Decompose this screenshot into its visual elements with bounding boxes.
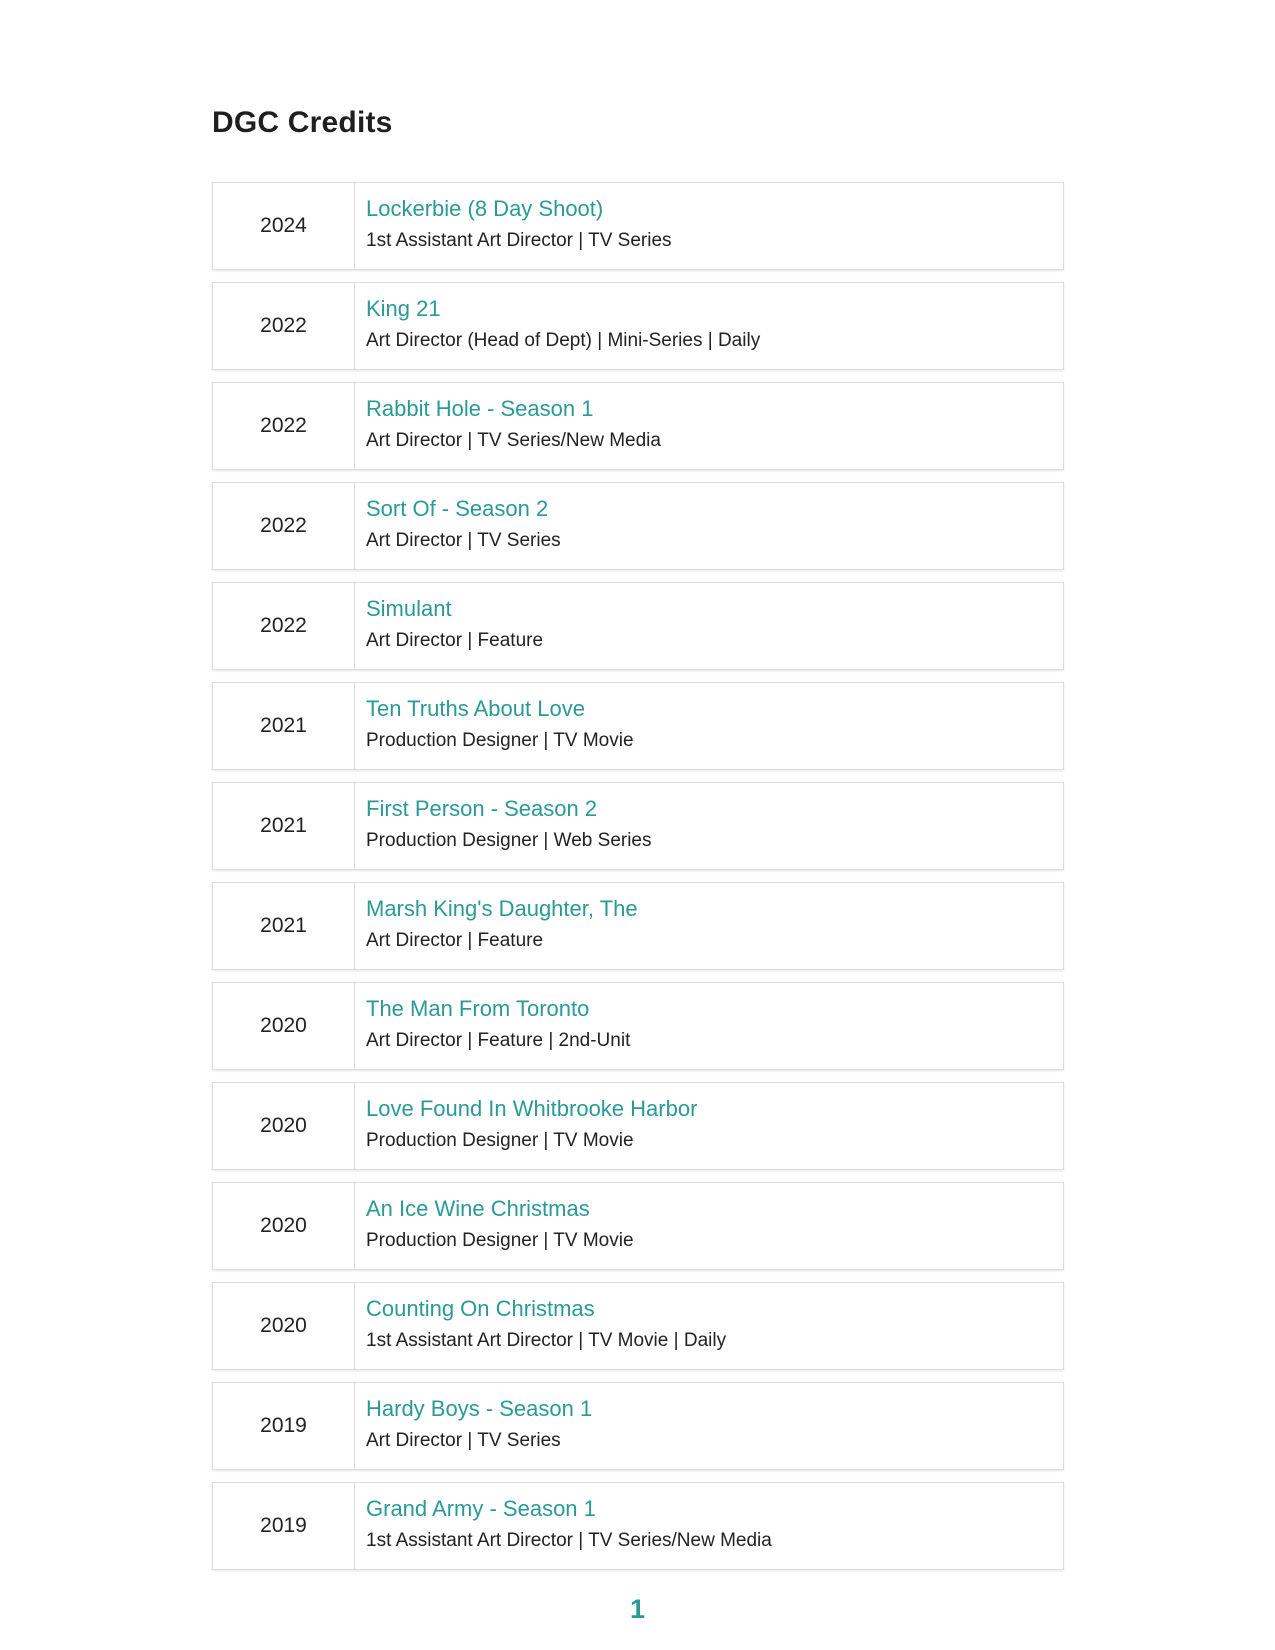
credit-title-link[interactable]: Marsh King's Daughter, The [366,896,638,921]
credit-detail: Production Designer | TV Movie [366,730,634,751]
credit-info [355,183,1063,269]
credit-row [212,1382,1064,1470]
credit-title-link[interactable]: Sort Of - Season 2 [366,496,549,521]
credit-title-link[interactable]: Lockerbie (8 Day Shoot) [366,196,604,221]
credit-title-link[interactable]: King 21 [366,296,441,321]
credit-row [212,682,1064,770]
credit-title-link[interactable]: Grand Army - Season 1 [366,1496,596,1521]
credit-row [212,1482,1064,1570]
credit-info [355,683,1063,769]
page-title: DGC Credits [212,106,393,139]
credit-year: 2021 [213,783,355,869]
credit-year: 2024 [213,183,355,269]
credit-info [355,1483,1063,1569]
credit-title-link[interactable]: Simulant [366,596,452,621]
credit-info [355,983,1063,1069]
credit-detail: Art Director | TV Series [366,1430,561,1451]
credit-row [212,1082,1064,1170]
credit-info [355,483,1063,569]
credit-year: 2022 [213,383,355,469]
credit-info [355,1183,1063,1269]
credit-title-link[interactable]: Ten Truths About Love [366,696,585,721]
credit-info [355,783,1063,869]
credit-row [212,182,1064,270]
credit-info [355,583,1063,669]
credit-detail: Art Director (Head of Dept) | Mini-Series | Daily [366,330,761,351]
credit-title-link[interactable]: Rabbit Hole - Season 1 [366,396,594,421]
credit-title-link[interactable]: An Ice Wine Christmas [366,1196,590,1221]
credit-info [355,1283,1063,1369]
credit-row [212,1182,1064,1270]
credit-row [212,782,1064,870]
credit-year: 2019 [213,1383,355,1469]
credit-year: 2020 [213,1283,355,1369]
credit-detail: Production Designer | Web Series [366,830,652,851]
credit-detail: 1st Assistant Art Director | TV Series/New Media [366,1530,772,1551]
credit-row [212,582,1064,670]
credit-info [355,1083,1063,1169]
credit-title-link[interactable]: Hardy Boys - Season 1 [366,1396,593,1421]
credit-year: 2021 [213,883,355,969]
credit-info [355,883,1063,969]
credit-detail: 1st Assistant Art Director | TV Movie | Daily [366,1330,727,1351]
credit-row [212,882,1064,970]
credit-year: 2020 [213,1183,355,1269]
credit-row [212,282,1064,370]
credit-info [355,383,1063,469]
credit-detail: Art Director | Feature | 2nd-Unit [366,1030,631,1051]
credit-detail: Production Designer | TV Movie [366,1230,634,1251]
credit-year: 2022 [213,583,355,669]
credit-detail: Art Director | TV Series/New Media [366,430,661,451]
credit-title-link[interactable]: Love Found In Whitbrooke Harbor [366,1096,698,1121]
credit-info [355,1383,1063,1469]
credit-detail: Art Director | Feature [366,930,544,951]
credits-list [212,182,1064,1582]
credit-title-link[interactable]: Counting On Christmas [366,1296,595,1321]
credit-year: 2020 [213,983,355,1069]
page-number: 1 [629,1594,646,1624]
credit-row [212,982,1064,1070]
credit-detail: Art Director | Feature [366,630,544,651]
credit-detail: Art Director | TV Series [366,530,561,551]
credit-title-link[interactable]: First Person - Season 2 [366,796,598,821]
credit-year: 2022 [213,283,355,369]
credit-year: 2020 [213,1083,355,1169]
credit-year: 2021 [213,683,355,769]
credit-row [212,482,1064,570]
credit-row [212,1282,1064,1370]
credit-title-link[interactable]: The Man From Toronto [366,996,590,1021]
credit-year: 2019 [213,1483,355,1569]
credit-info [355,283,1063,369]
credit-detail: 1st Assistant Art Director | TV Series [366,230,672,251]
credit-year: 2022 [213,483,355,569]
credit-row [212,382,1064,470]
credit-detail: Production Designer | TV Movie [366,1130,634,1151]
